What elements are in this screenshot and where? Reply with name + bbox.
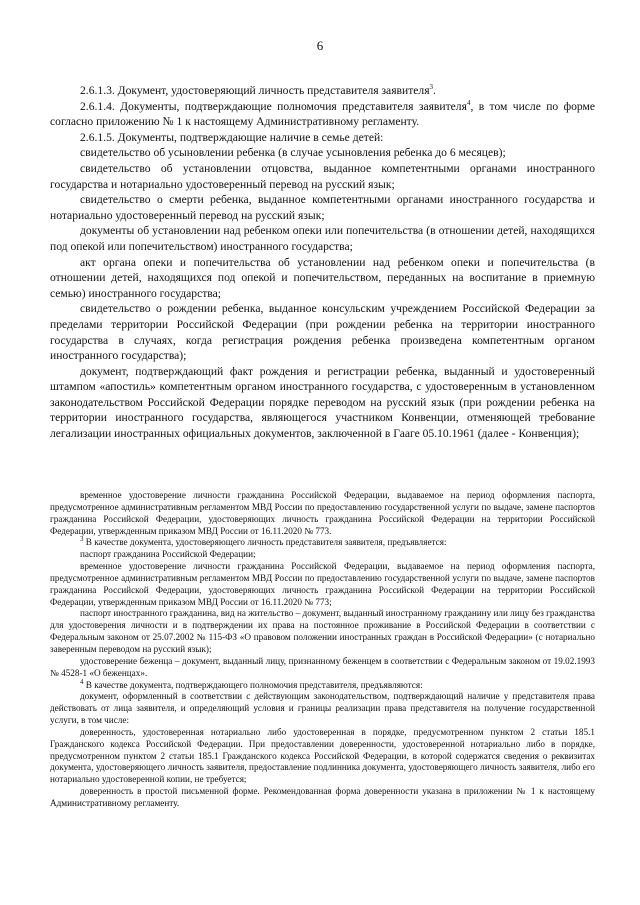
footnote-text: временное удостоверение личности гражданина Российской Федерации, выдаваемое на период оформления паспорта, предусмотренное административным регламентом МВД России по предоставлению государственной услуги по выдаче, замене паспортов гражданина Российской Федерации, удостоверяющих личность гражданина Российской Федерации на территории Российской Федерации, утвержденным приказом МВД России от 16.11.2020 № 773;	[50, 561, 595, 607]
footnote-ref-3[interactable]: 3	[429, 83, 434, 92]
main-text	[50, 83, 595, 442]
footnote-text: доверенность, удостоверенная нотариально либо удостоверенная в порядке, предусмотренном пунктом 2 статьи 185.1 Гражданского кодекса Российской Федерации. При предоставлении доверенности, удостоверенной нотариально либо в порядке, предусмотренном пунктом 2 статьи 185.1 Гражданского кодекса Российской Федерации, в которой содержатся сведения о реквизитах документа, удостоверяющего личность заявителя, предоставление подлинника документа, удостоверяющего личность заявителя, либо его нотариально удостоверенной копии, не требуется;	[50, 726, 595, 785]
footnote-text: документ, оформленный в соответствии с действующим законодательством, подтверждающий наличие у представителя права действовать от лица заявителя, и определяющий условия и границы реализации права представителя на получение государственной услуги, в том числе:	[50, 691, 595, 726]
footnote-text: паспорт гражданина Российской Федерации;	[80, 549, 256, 560]
paragraph-text-end: .	[433, 84, 436, 97]
list-item-consular-birth-certificate: свидетельство о рождении ребенка, выданное консульским учреждением Российской Федерации за пределами территории Российской Федерации (при рождении ребенка на территории иностранного государства в случаях, когда регистрация рождения ребенка произведена компетентным органом иностранного государства);	[50, 302, 595, 363]
list-item-apostille-document: документ, подтверждающий факт рождения и регистрации ребенка, выданный и удостоверенный штампом «апостиль» компетентным органом иностранного государства, с удостоверенным в установленном законодательством Российской Федерации порядке переводом на русский язык (при рождении ребенка на территории иностранного государства, являющегося участником Конвенции, отменяющей требование легализации иностранных официальных документов, заключенной в Гааге 05.10.1961 (далее - Конвенция);	[50, 364, 595, 441]
list-item-guardianship-act: акт органа опеки и попечительства об установлении над ребенком опеки и попечительства (в отношении детей, находящихся под опекой и попечительством, переданных на воспитание в приемную семью) иностранного государства;	[50, 255, 595, 300]
list-item-guardianship-documents: документы об установлении над ребенком опеки или попечительства (в отношении детей, находящихся под опекой или попечительством) иностранного государства;	[50, 224, 595, 253]
paragraph-text: 2.6.1.4. Документы, подтверждающие полномочия представителя заявителя	[80, 99, 467, 113]
footnote-text: паспорт иностранного гражданина, вид на жительство – документ, выданный иностранному гражданину или лицу без гражданства для удостоверения личности и в подтверждении их права на постоянное проживание в Российской Федерации в соответствии с Федеральным законом от 25.07.2002 № 115-ФЗ «О правовом положении иностранных граждан в Российской Федерации» (с нотариально заверенным переводом на русский язык);	[50, 608, 596, 654]
list-item-paternity: свидетельство об установлении отцовства, выданное компетентными органами иностранного государства и нотариально удостоверенный перевод на русский язык;	[50, 161, 595, 191]
footnote-mark-3: 3	[80, 535, 84, 544]
footnote-4-text: В качестве документа, подтверждающего полномочия представителя, предъявляются:	[83, 679, 423, 690]
list-item-death-certificate: свидетельство о смерти ребенка, выданное компетентными органами иностранного государства и нотариально удостоверенный перевод на русский язык;	[50, 193, 595, 222]
footnote-4	[50, 677, 595, 692]
footnote-text: временное удостоверение личности гражданина Российской Федерации, выдаваемое на период оформления паспорта, предусмотренное административным регламентом МВД России по предоставлению государственной услуги по выдаче, замене паспортов гражданина Российской Федерации, удостоверяющих личность гражданина Российской Федерации на территории Российской Федерации, утвержденным приказом МВД России от 16.11.2020 № 773.	[50, 490, 595, 536]
footnote-3	[50, 537, 595, 549]
footnote-text: доверенность в простой письменной форме. Рекомендованная форма доверенности указана в приложении № 1 к настоящему Административному регламенту.	[50, 786, 595, 808]
paragraph-2-6-1-5: 2.6.1.5. Документы, подтверждающие наличие в семье детей:	[80, 130, 384, 144]
footnote-3-text: В качестве документа, удостоверяющего личность представителя заявителя, предъявляется:	[83, 537, 447, 548]
footnote-mark-4: 4	[80, 677, 84, 686]
footnote-text: удостоверение беженца – документ, выданный лицу, признанному беженцем в соответствии с Федеральным законом от 19.02.1993 № 4528-1 «О беженцах».	[50, 655, 595, 678]
page-number: 6	[316, 38, 324, 53]
paragraph-text-end: , в том числе по форме согласно приложению № 1 к настоящему Административному регламенту.	[50, 99, 595, 129]
paragraph-2-6-1-3	[50, 83, 595, 99]
list-item-adoption: свидетельство об усыновлении ребенка (в случае усыновления ребенка до 6 месяцев);	[80, 146, 506, 160]
paragraph-2-6-1-4	[50, 99, 595, 130]
footnotes	[50, 490, 595, 810]
footnote-ref-4[interactable]: 4	[466, 98, 471, 107]
paragraph-text: 2.6.1.3. Документ, удостоверяющий личность представителя заявителя	[80, 84, 430, 97]
